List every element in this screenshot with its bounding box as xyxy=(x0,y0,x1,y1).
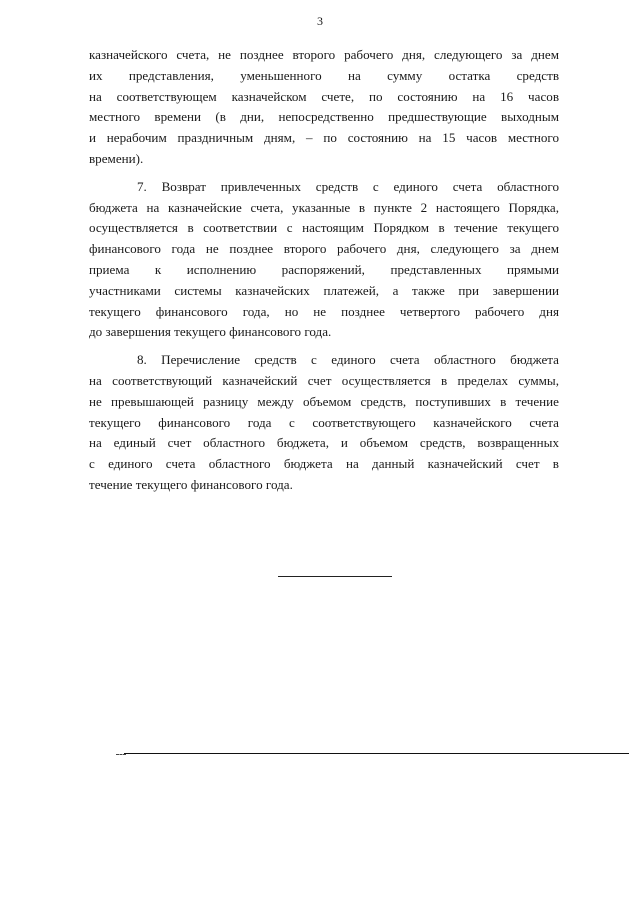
text-line: осуществляется в соответствии с настоящим Порядком в течение текущего xyxy=(89,220,559,236)
text-line: на соответствующий казначейский счет осуществляется в пределах суммы, xyxy=(89,372,559,388)
text-line: времени). xyxy=(89,150,144,166)
paragraph-continuation xyxy=(89,45,559,170)
text-line: на соответствующем казначейском счете, по состоянию на 16 часов xyxy=(89,88,559,104)
document-body xyxy=(89,45,559,496)
text-line: бюджета на казначейские счета, указанные в пункте 2 настоящего Порядка, xyxy=(89,199,559,215)
text-line: на единый счет областного бюджета, и объемом средств, возвращенных xyxy=(89,435,559,451)
footer-rule-dash xyxy=(116,754,126,755)
text-line: до завершения текущего финансового года. xyxy=(89,324,332,340)
text-line: не превышающей разницу между объемом средств, поступивших в течение xyxy=(89,393,559,409)
text-line: их представления, уменьшенного на сумму остатка средств xyxy=(89,67,559,83)
text-line: местного времени (в дни, непосредственно предшествующие выходным xyxy=(89,109,559,125)
text-line: текущего финансового года, но не позднее четвертого рабочего дня xyxy=(89,303,559,319)
text-line: финансового года не позднее второго рабочего дня, следующего за днем xyxy=(89,241,559,257)
text-line: приема к исполнению распоряжений, представленных прямыми xyxy=(89,261,559,277)
text-line: 7. Возврат привлеченных средств с единого счета областного xyxy=(137,178,559,194)
text-line: 8. Перечисление средств с единого счета областного бюджета xyxy=(137,352,559,368)
text-line: казначейского счета, не позднее второго рабочего дня, следующего за днем xyxy=(89,47,559,62)
paragraph-7 xyxy=(89,177,559,343)
text-line: участниками системы казначейских платежей, а также при завершении xyxy=(89,282,559,298)
paragraph-8 xyxy=(89,350,559,496)
text-line: текущего финансового года с соответствующего казначейского счета xyxy=(89,414,559,430)
text-line: с единого счета областного бюджета на данный казначейский счет в xyxy=(89,456,559,472)
text-line: течение текущего финансового года. xyxy=(89,476,293,492)
end-separator-line xyxy=(278,576,392,577)
footer-rule xyxy=(124,753,629,754)
text-line: и нерабочим праздничным дням, – по состоянию на 15 часов местного xyxy=(89,130,559,146)
page-number: 3 xyxy=(317,14,323,28)
